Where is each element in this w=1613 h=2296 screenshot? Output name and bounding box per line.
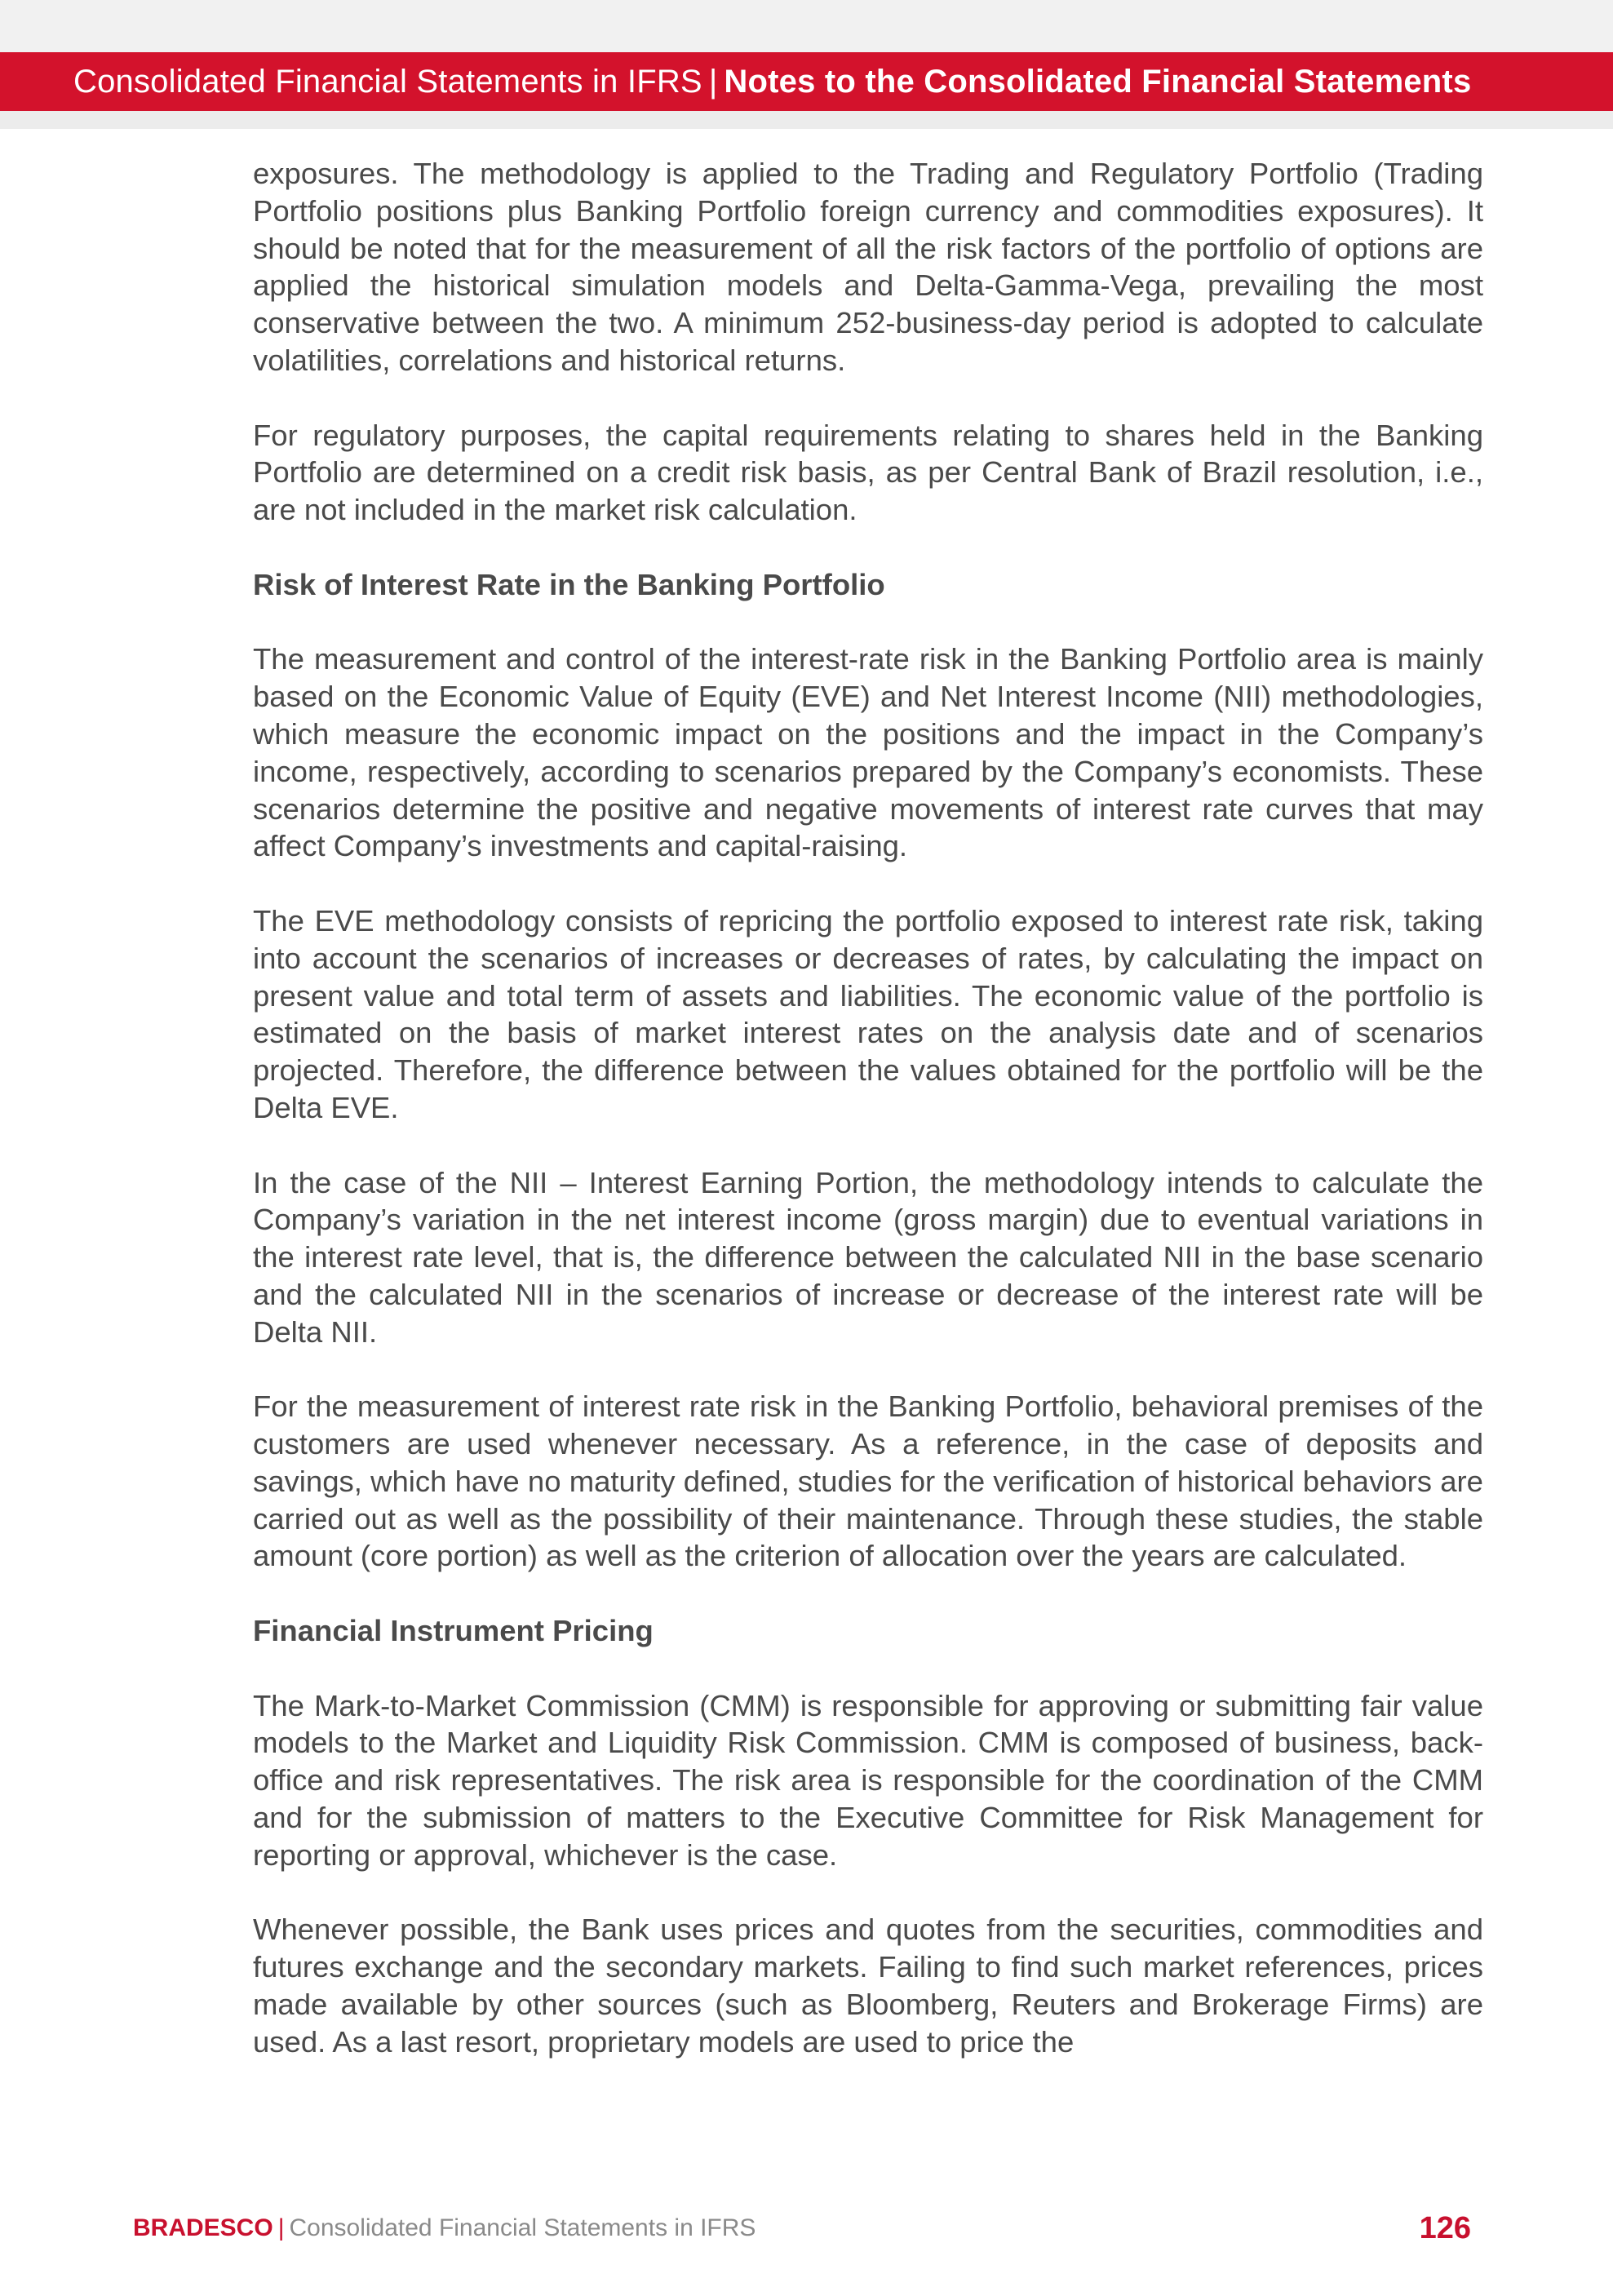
header-bar bbox=[0, 52, 1613, 111]
top-margin bbox=[0, 0, 1613, 52]
heading-financial-instrument-pricing: Financial Instrument Pricing bbox=[253, 1614, 654, 1648]
paragraph-nii-methodology: In the case of the NII – Interest Earning Portion, the methodology intends to calculate the Company’s variation in the net interest income (gross margin) due to eventual variations in the interest rate level, that is, the difference between the calculated NII in the base scenario and the calculated NII in the scenarios of increase or decrease of the interest rate will be Delta NII. bbox=[253, 1165, 1483, 1349]
footer-separator: | bbox=[277, 2214, 285, 2241]
paragraph-eve-nii-overview: The measurement and control of the interest-rate risk in the Banking Portfolio area is mainly based on the Economic Value of Equity (EVE) and Net Interest Income (NII) methodologies, which measure the economic impact on the positions and the impact in the Company’s income, respectively, according to scenarios prepared by the Company’s economists. These scenarios determine the positive and negative movements of interest rate curves that may affect Company’s investments and capital-raising. bbox=[253, 642, 1483, 863]
page-number: 126 bbox=[1419, 2211, 1471, 2245]
page-footer bbox=[133, 2210, 1471, 2247]
paragraph-regulatory-purposes: For regulatory purposes, the capital requirements relating to shares held in the Banking Portfolio are determined on a credit risk basis, as per Central Bank of Brazil resolution, i.e., are not included in the market risk calculation. bbox=[253, 418, 1483, 527]
paragraph-behavioral-premises: For the measurement of interest rate risk in the Banking Portfolio, behavioral premises of the customers are used whenever necessary. As a reference, in the case of deposits and savings, which have no maturity defined, studies for the verification of historical behaviors are carried out as well as the possibility of their maintenance. Through these studies, the stable amount (core portion) as well as the criterion of allocation over the years are calculated. bbox=[253, 1390, 1483, 1573]
paragraph-eve-methodology: The EVE methodology consists of repricing the portfolio exposed to interest rate risk, taking into account the scenarios of increases or decreases of rates, by calculating the impact on present value and total term of assets and liabilities. The economic value of the portfolio is estimated on the basis of market interest rates on the analysis date and of scenarios projected. Therefore, the difference between the values obtained for the portfolio will be the Delta EVE. bbox=[253, 903, 1483, 1124]
document-title: Consolidated Financial Statements in IFRS bbox=[73, 63, 702, 100]
header-separator: | bbox=[708, 63, 718, 100]
header-text bbox=[73, 64, 1471, 100]
paragraph-cmm: The Mark-to-Market Commission (CMM) is responsible for approving or submitting fair value models to the Market and Liquidity Risk Commission. CMM is composed of business, back-office and risk representatives. The risk area is responsible for the coordination of the CMM and for the submission of matters to the Executive Committee for Risk Management for reporting or approval, whichever is the case. bbox=[253, 1688, 1483, 1872]
footer-document-title: Consolidated Financial Statements in IFRS bbox=[289, 2214, 756, 2241]
section-title: Notes to the Consolidated Financial Statements bbox=[724, 63, 1472, 100]
paragraph-pricing-sources: Whenever possible, the Bank uses prices and quotes from the securities, commodities and futures exchange and the secondary markets. Failing to find such market references, prices made available by other sources (such as Bloomberg, Reuters and Brokerage Firms) are used. As a last resort, proprietary models are used to price the bbox=[253, 1913, 1483, 2059]
footer-brand: BRADESCO bbox=[133, 2214, 273, 2241]
paragraph-var-methodology: exposures. The methodology is applied to the Trading and Regulatory Portfolio (Trading Portfolio positions plus Banking Portfolio foreign currency and commodities exposures). It should be noted that for the measurement of all the risk factors of the portfolio of options are applied the historical simulation models and Delta-Gamma-Vega, prevailing the most conservative between the two. A minimum 252-business-day period is adopted to calculate volatilities, correlations and historical returns. bbox=[253, 157, 1483, 377]
header-shadow bbox=[0, 111, 1613, 129]
page-body bbox=[253, 155, 1483, 2098]
heading-interest-rate-risk: Risk of Interest Rate in the Banking Portfolio bbox=[253, 567, 885, 601]
